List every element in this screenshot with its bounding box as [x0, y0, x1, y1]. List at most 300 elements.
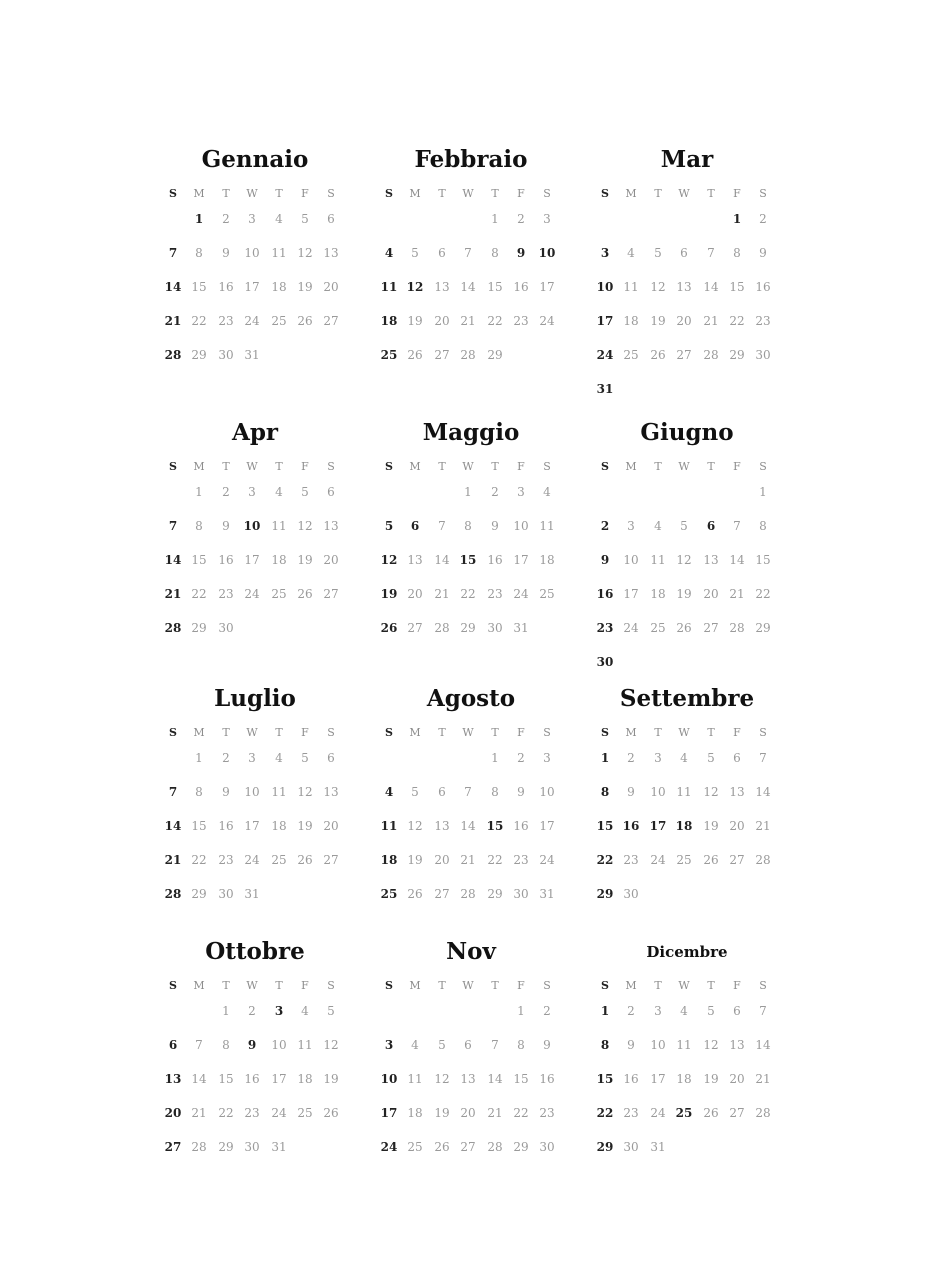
day-cell[interactable]: 28: [164, 621, 182, 635]
day-cell[interactable]: 4: [301, 1004, 309, 1018]
day-cell[interactable]: 27: [729, 853, 745, 867]
day-cell[interactable]: 21: [487, 1106, 503, 1120]
day-cell[interactable]: 16: [244, 1072, 260, 1086]
day-cell[interactable]: 11: [271, 519, 287, 533]
day-cell[interactable]: 22: [487, 853, 503, 867]
day-cell[interactable]: 29: [596, 1140, 614, 1154]
day-cell[interactable]: 1: [464, 485, 472, 499]
day-cell[interactable]: 25: [380, 348, 398, 362]
day-cell[interactable]: 31: [244, 348, 260, 362]
day-cell[interactable]: 9: [600, 553, 610, 567]
day-cell[interactable]: 4: [275, 751, 283, 765]
day-cell[interactable]: 31: [513, 621, 529, 635]
day-cell[interactable]: 19: [703, 1072, 719, 1086]
day-cell[interactable]: 9: [627, 785, 635, 799]
day-cell[interactable]: 5: [438, 1038, 446, 1052]
day-cell[interactable]: 12: [703, 1038, 719, 1052]
day-cell[interactable]: 8: [733, 246, 741, 260]
day-cell[interactable]: 2: [627, 751, 635, 765]
day-cell[interactable]: 8: [600, 1038, 610, 1052]
day-cell[interactable]: 23: [487, 587, 503, 601]
day-cell[interactable]: 3: [654, 1004, 662, 1018]
day-cell[interactable]: 13: [676, 280, 692, 294]
day-cell[interactable]: 4: [411, 1038, 419, 1052]
day-cell[interactable]: 28: [755, 1106, 771, 1120]
day-cell[interactable]: 22: [596, 853, 614, 867]
day-cell[interactable]: 11: [539, 519, 555, 533]
day-cell[interactable]: 23: [218, 587, 234, 601]
day-cell[interactable]: 26: [407, 348, 423, 362]
day-cell[interactable]: 8: [600, 785, 610, 799]
day-cell[interactable]: 12: [323, 1038, 339, 1052]
day-cell[interactable]: 24: [244, 587, 260, 601]
day-cell[interactable]: 20: [323, 819, 339, 833]
day-cell[interactable]: 27: [434, 348, 450, 362]
day-cell[interactable]: 20: [434, 853, 450, 867]
day-cell[interactable]: 4: [680, 1004, 688, 1018]
day-cell[interactable]: 18: [380, 314, 398, 328]
day-cell[interactable]: 24: [380, 1140, 398, 1154]
day-cell[interactable]: 7: [168, 519, 178, 533]
day-cell[interactable]: 10: [244, 785, 260, 799]
day-cell[interactable]: 3: [654, 751, 662, 765]
day-cell[interactable]: 23: [623, 1106, 639, 1120]
day-cell[interactable]: 26: [407, 887, 423, 901]
day-cell[interactable]: 6: [327, 212, 335, 226]
day-cell[interactable]: 4: [275, 212, 283, 226]
day-cell[interactable]: 21: [729, 587, 745, 601]
day-cell[interactable]: 26: [676, 621, 692, 635]
day-cell[interactable]: 19: [434, 1106, 450, 1120]
day-cell[interactable]: 30: [218, 887, 234, 901]
day-cell[interactable]: 28: [729, 621, 745, 635]
day-cell[interactable]: 25: [407, 1140, 423, 1154]
day-cell[interactable]: 2: [222, 751, 230, 765]
day-cell[interactable]: 8: [195, 785, 203, 799]
day-cell[interactable]: 14: [191, 1072, 207, 1086]
day-cell[interactable]: 19: [407, 314, 423, 328]
day-cell[interactable]: 25: [676, 853, 692, 867]
day-cell[interactable]: 1: [491, 212, 499, 226]
day-cell[interactable]: 23: [218, 314, 234, 328]
day-cell[interactable]: 16: [487, 553, 503, 567]
day-cell[interactable]: 19: [703, 819, 719, 833]
day-cell[interactable]: 10: [538, 246, 556, 260]
day-cell[interactable]: 7: [464, 785, 472, 799]
day-cell[interactable]: 9: [222, 246, 230, 260]
day-cell[interactable]: 7: [491, 1038, 499, 1052]
day-cell[interactable]: 27: [434, 887, 450, 901]
day-cell[interactable]: 22: [191, 853, 207, 867]
day-cell[interactable]: 13: [729, 785, 745, 799]
day-cell[interactable]: 2: [491, 485, 499, 499]
day-cell[interactable]: 22: [755, 587, 771, 601]
day-cell[interactable]: 3: [517, 485, 525, 499]
day-cell[interactable]: 16: [755, 280, 771, 294]
day-cell[interactable]: 27: [164, 1140, 182, 1154]
day-cell[interactable]: 5: [327, 1004, 335, 1018]
day-cell[interactable]: 23: [218, 853, 234, 867]
day-cell[interactable]: 3: [543, 212, 551, 226]
day-cell[interactable]: 4: [384, 246, 394, 260]
day-cell[interactable]: 2: [517, 751, 525, 765]
day-cell[interactable]: 29: [487, 348, 503, 362]
day-cell[interactable]: 1: [491, 751, 499, 765]
day-cell[interactable]: 16: [623, 1072, 639, 1086]
day-cell[interactable]: 28: [164, 348, 182, 362]
day-cell[interactable]: 7: [168, 246, 178, 260]
day-cell[interactable]: 19: [676, 587, 692, 601]
day-cell[interactable]: 2: [222, 212, 230, 226]
day-cell[interactable]: 5: [654, 246, 662, 260]
day-cell[interactable]: 27: [676, 348, 692, 362]
day-cell[interactable]: 19: [297, 280, 313, 294]
day-cell[interactable]: 17: [244, 819, 260, 833]
day-cell[interactable]: 3: [248, 212, 256, 226]
day-cell[interactable]: 10: [380, 1072, 398, 1086]
day-cell[interactable]: 21: [191, 1106, 207, 1120]
day-cell[interactable]: 15: [487, 280, 503, 294]
day-cell[interactable]: 15: [596, 819, 614, 833]
day-cell[interactable]: 17: [650, 1072, 666, 1086]
day-cell[interactable]: 13: [323, 785, 339, 799]
day-cell[interactable]: 3: [274, 1004, 284, 1018]
day-cell[interactable]: 22: [191, 587, 207, 601]
day-cell[interactable]: 22: [513, 1106, 529, 1120]
day-cell[interactable]: 13: [323, 246, 339, 260]
day-cell[interactable]: 10: [539, 785, 555, 799]
day-cell[interactable]: 15: [218, 1072, 234, 1086]
day-cell[interactable]: 10: [650, 1038, 666, 1052]
day-cell[interactable]: 28: [164, 887, 182, 901]
day-cell[interactable]: 18: [650, 587, 666, 601]
day-cell[interactable]: 4: [543, 485, 551, 499]
day-cell[interactable]: 2: [759, 212, 767, 226]
day-cell[interactable]: 25: [271, 853, 287, 867]
day-cell[interactable]: 2: [248, 1004, 256, 1018]
day-cell[interactable]: 14: [703, 280, 719, 294]
day-cell[interactable]: 29: [513, 1140, 529, 1154]
day-cell[interactable]: 25: [271, 587, 287, 601]
day-cell[interactable]: 20: [703, 587, 719, 601]
day-cell[interactable]: 28: [703, 348, 719, 362]
day-cell[interactable]: 25: [297, 1106, 313, 1120]
day-cell[interactable]: 15: [191, 280, 207, 294]
day-cell[interactable]: 28: [460, 348, 476, 362]
day-cell[interactable]: 23: [623, 853, 639, 867]
day-cell[interactable]: 24: [539, 314, 555, 328]
day-cell[interactable]: 5: [707, 751, 715, 765]
day-cell[interactable]: 6: [680, 246, 688, 260]
day-cell[interactable]: 1: [600, 1004, 610, 1018]
day-cell[interactable]: 3: [600, 246, 610, 260]
day-cell[interactable]: 17: [244, 280, 260, 294]
day-cell[interactable]: 21: [164, 314, 182, 328]
day-cell[interactable]: 13: [323, 519, 339, 533]
day-cell[interactable]: 27: [407, 621, 423, 635]
day-cell[interactable]: 22: [460, 587, 476, 601]
day-cell[interactable]: 27: [729, 1106, 745, 1120]
day-cell[interactable]: 3: [384, 1038, 394, 1052]
day-cell[interactable]: 24: [650, 853, 666, 867]
day-cell[interactable]: 24: [244, 853, 260, 867]
day-cell[interactable]: 11: [380, 280, 398, 294]
day-cell[interactable]: 15: [191, 553, 207, 567]
day-cell[interactable]: 13: [407, 553, 423, 567]
day-cell[interactable]: 20: [323, 553, 339, 567]
day-cell[interactable]: 5: [301, 212, 309, 226]
day-cell[interactable]: 1: [195, 751, 203, 765]
day-cell[interactable]: 19: [323, 1072, 339, 1086]
day-cell[interactable]: 17: [596, 314, 614, 328]
day-cell[interactable]: 17: [539, 819, 555, 833]
day-cell[interactable]: 30: [755, 348, 771, 362]
day-cell[interactable]: 3: [627, 519, 635, 533]
day-cell[interactable]: 14: [460, 280, 476, 294]
day-cell[interactable]: 16: [218, 553, 234, 567]
day-cell[interactable]: 17: [539, 280, 555, 294]
day-cell[interactable]: 29: [755, 621, 771, 635]
day-cell[interactable]: 30: [513, 887, 529, 901]
day-cell[interactable]: 9: [517, 785, 525, 799]
day-cell[interactable]: 21: [460, 853, 476, 867]
day-cell[interactable]: 17: [649, 819, 667, 833]
day-cell[interactable]: 12: [380, 553, 398, 567]
day-cell[interactable]: 31: [596, 382, 614, 396]
day-cell[interactable]: 22: [191, 314, 207, 328]
day-cell[interactable]: 6: [438, 246, 446, 260]
day-cell[interactable]: 9: [247, 1038, 257, 1052]
day-cell[interactable]: 15: [755, 553, 771, 567]
day-cell[interactable]: 12: [434, 1072, 450, 1086]
day-cell[interactable]: 5: [301, 751, 309, 765]
day-cell[interactable]: 27: [460, 1140, 476, 1154]
day-cell[interactable]: 14: [487, 1072, 503, 1086]
day-cell[interactable]: 6: [168, 1038, 178, 1052]
day-cell[interactable]: 6: [410, 519, 420, 533]
day-cell[interactable]: 28: [434, 621, 450, 635]
day-cell[interactable]: 18: [297, 1072, 313, 1086]
day-cell[interactable]: 1: [194, 212, 204, 226]
day-cell[interactable]: 20: [407, 587, 423, 601]
day-cell[interactable]: 10: [244, 246, 260, 260]
day-cell[interactable]: 19: [380, 587, 398, 601]
day-cell[interactable]: 9: [759, 246, 767, 260]
day-cell[interactable]: 16: [622, 819, 640, 833]
day-cell[interactable]: 2: [600, 519, 610, 533]
day-cell[interactable]: 27: [703, 621, 719, 635]
day-cell[interactable]: 15: [596, 1072, 614, 1086]
day-cell[interactable]: 8: [195, 519, 203, 533]
day-cell[interactable]: 20: [434, 314, 450, 328]
day-cell[interactable]: 24: [596, 348, 614, 362]
day-cell[interactable]: 18: [380, 853, 398, 867]
day-cell[interactable]: 8: [491, 246, 499, 260]
day-cell[interactable]: 9: [516, 246, 526, 260]
day-cell[interactable]: 31: [650, 1140, 666, 1154]
day-cell[interactable]: 29: [191, 887, 207, 901]
day-cell[interactable]: 15: [459, 553, 477, 567]
day-cell[interactable]: 23: [513, 314, 529, 328]
day-cell[interactable]: 7: [168, 785, 178, 799]
day-cell[interactable]: 20: [460, 1106, 476, 1120]
day-cell[interactable]: 23: [513, 853, 529, 867]
day-cell[interactable]: 26: [297, 314, 313, 328]
day-cell[interactable]: 6: [438, 785, 446, 799]
day-cell[interactable]: 12: [650, 280, 666, 294]
day-cell[interactable]: 8: [517, 1038, 525, 1052]
day-cell[interactable]: 12: [676, 553, 692, 567]
day-cell[interactable]: 6: [464, 1038, 472, 1052]
day-cell[interactable]: 11: [676, 1038, 692, 1052]
day-cell[interactable]: 8: [464, 519, 472, 533]
day-cell[interactable]: 22: [487, 314, 503, 328]
day-cell[interactable]: 5: [411, 246, 419, 260]
day-cell[interactable]: 7: [195, 1038, 203, 1052]
day-cell[interactable]: 30: [244, 1140, 260, 1154]
day-cell[interactable]: 5: [301, 485, 309, 499]
day-cell[interactable]: 3: [248, 751, 256, 765]
day-cell[interactable]: 12: [297, 519, 313, 533]
day-cell[interactable]: 1: [732, 212, 742, 226]
day-cell[interactable]: 27: [323, 587, 339, 601]
day-cell[interactable]: 14: [755, 1038, 771, 1052]
day-cell[interactable]: 3: [543, 751, 551, 765]
day-cell[interactable]: 21: [164, 853, 182, 867]
day-cell[interactable]: 20: [164, 1106, 182, 1120]
day-cell[interactable]: 4: [654, 519, 662, 533]
day-cell[interactable]: 1: [759, 485, 767, 499]
day-cell[interactable]: 8: [491, 785, 499, 799]
day-cell[interactable]: 19: [407, 853, 423, 867]
day-cell[interactable]: 21: [460, 314, 476, 328]
day-cell[interactable]: 19: [650, 314, 666, 328]
day-cell[interactable]: 26: [297, 587, 313, 601]
day-cell[interactable]: 30: [218, 621, 234, 635]
day-cell[interactable]: 12: [297, 246, 313, 260]
day-cell[interactable]: 30: [623, 1140, 639, 1154]
day-cell[interactable]: 17: [271, 1072, 287, 1086]
day-cell[interactable]: 25: [675, 1106, 693, 1120]
day-cell[interactable]: 30: [218, 348, 234, 362]
day-cell[interactable]: 6: [327, 751, 335, 765]
day-cell[interactable]: 14: [434, 553, 450, 567]
day-cell[interactable]: 29: [596, 887, 614, 901]
day-cell[interactable]: 29: [191, 348, 207, 362]
day-cell[interactable]: 7: [464, 246, 472, 260]
day-cell[interactable]: 24: [539, 853, 555, 867]
day-cell[interactable]: 18: [407, 1106, 423, 1120]
day-cell[interactable]: 12: [407, 819, 423, 833]
day-cell[interactable]: 10: [623, 553, 639, 567]
day-cell[interactable]: 1: [195, 485, 203, 499]
day-cell[interactable]: 22: [218, 1106, 234, 1120]
day-cell[interactable]: 25: [623, 348, 639, 362]
day-cell[interactable]: 16: [513, 819, 529, 833]
day-cell[interactable]: 24: [244, 314, 260, 328]
day-cell[interactable]: 14: [460, 819, 476, 833]
day-cell[interactable]: 15: [513, 1072, 529, 1086]
day-cell[interactable]: 2: [517, 212, 525, 226]
day-cell[interactable]: 11: [297, 1038, 313, 1052]
day-cell[interactable]: 6: [706, 519, 716, 533]
day-cell[interactable]: 1: [222, 1004, 230, 1018]
day-cell[interactable]: 13: [164, 1072, 182, 1086]
day-cell[interactable]: 13: [434, 819, 450, 833]
day-cell[interactable]: 21: [755, 1072, 771, 1086]
day-cell[interactable]: 18: [539, 553, 555, 567]
day-cell[interactable]: 23: [755, 314, 771, 328]
day-cell[interactable]: 9: [222, 785, 230, 799]
day-cell[interactable]: 25: [380, 887, 398, 901]
day-cell[interactable]: 14: [729, 553, 745, 567]
day-cell[interactable]: 29: [191, 621, 207, 635]
day-cell[interactable]: 27: [323, 853, 339, 867]
day-cell[interactable]: 31: [244, 887, 260, 901]
day-cell[interactable]: 8: [222, 1038, 230, 1052]
day-cell[interactable]: 21: [755, 819, 771, 833]
day-cell[interactable]: 12: [297, 785, 313, 799]
day-cell[interactable]: 29: [487, 887, 503, 901]
day-cell[interactable]: 2: [222, 485, 230, 499]
day-cell[interactable]: 25: [539, 587, 555, 601]
day-cell[interactable]: 23: [539, 1106, 555, 1120]
day-cell[interactable]: 26: [380, 621, 398, 635]
day-cell[interactable]: 13: [460, 1072, 476, 1086]
day-cell[interactable]: 18: [271, 280, 287, 294]
day-cell[interactable]: 1: [517, 1004, 525, 1018]
day-cell[interactable]: 13: [434, 280, 450, 294]
day-cell[interactable]: 5: [680, 519, 688, 533]
day-cell[interactable]: 11: [271, 246, 287, 260]
day-cell[interactable]: 8: [195, 246, 203, 260]
day-cell[interactable]: 27: [323, 314, 339, 328]
day-cell[interactable]: 1: [600, 751, 610, 765]
day-cell[interactable]: 10: [596, 280, 614, 294]
day-cell[interactable]: 2: [627, 1004, 635, 1018]
day-cell[interactable]: 30: [487, 621, 503, 635]
day-cell[interactable]: 21: [164, 587, 182, 601]
day-cell[interactable]: 28: [487, 1140, 503, 1154]
day-cell[interactable]: 15: [729, 280, 745, 294]
day-cell[interactable]: 7: [733, 519, 741, 533]
day-cell[interactable]: 4: [680, 751, 688, 765]
day-cell[interactable]: 24: [513, 587, 529, 601]
day-cell[interactable]: 10: [650, 785, 666, 799]
day-cell[interactable]: 16: [218, 280, 234, 294]
day-cell[interactable]: 18: [271, 819, 287, 833]
day-cell[interactable]: 11: [271, 785, 287, 799]
day-cell[interactable]: 18: [623, 314, 639, 328]
day-cell[interactable]: 29: [460, 621, 476, 635]
day-cell[interactable]: 26: [703, 1106, 719, 1120]
day-cell[interactable]: 16: [513, 280, 529, 294]
day-cell[interactable]: 6: [327, 485, 335, 499]
day-cell[interactable]: 31: [271, 1140, 287, 1154]
day-cell[interactable]: 22: [729, 314, 745, 328]
day-cell[interactable]: 10: [513, 519, 529, 533]
day-cell[interactable]: 15: [191, 819, 207, 833]
day-cell[interactable]: 24: [623, 621, 639, 635]
day-cell[interactable]: 29: [729, 348, 745, 362]
day-cell[interactable]: 12: [703, 785, 719, 799]
day-cell[interactable]: 28: [755, 853, 771, 867]
day-cell[interactable]: 20: [323, 280, 339, 294]
day-cell[interactable]: 20: [729, 819, 745, 833]
day-cell[interactable]: 9: [491, 519, 499, 533]
day-cell[interactable]: 12: [406, 280, 424, 294]
day-cell[interactable]: 10: [243, 519, 261, 533]
